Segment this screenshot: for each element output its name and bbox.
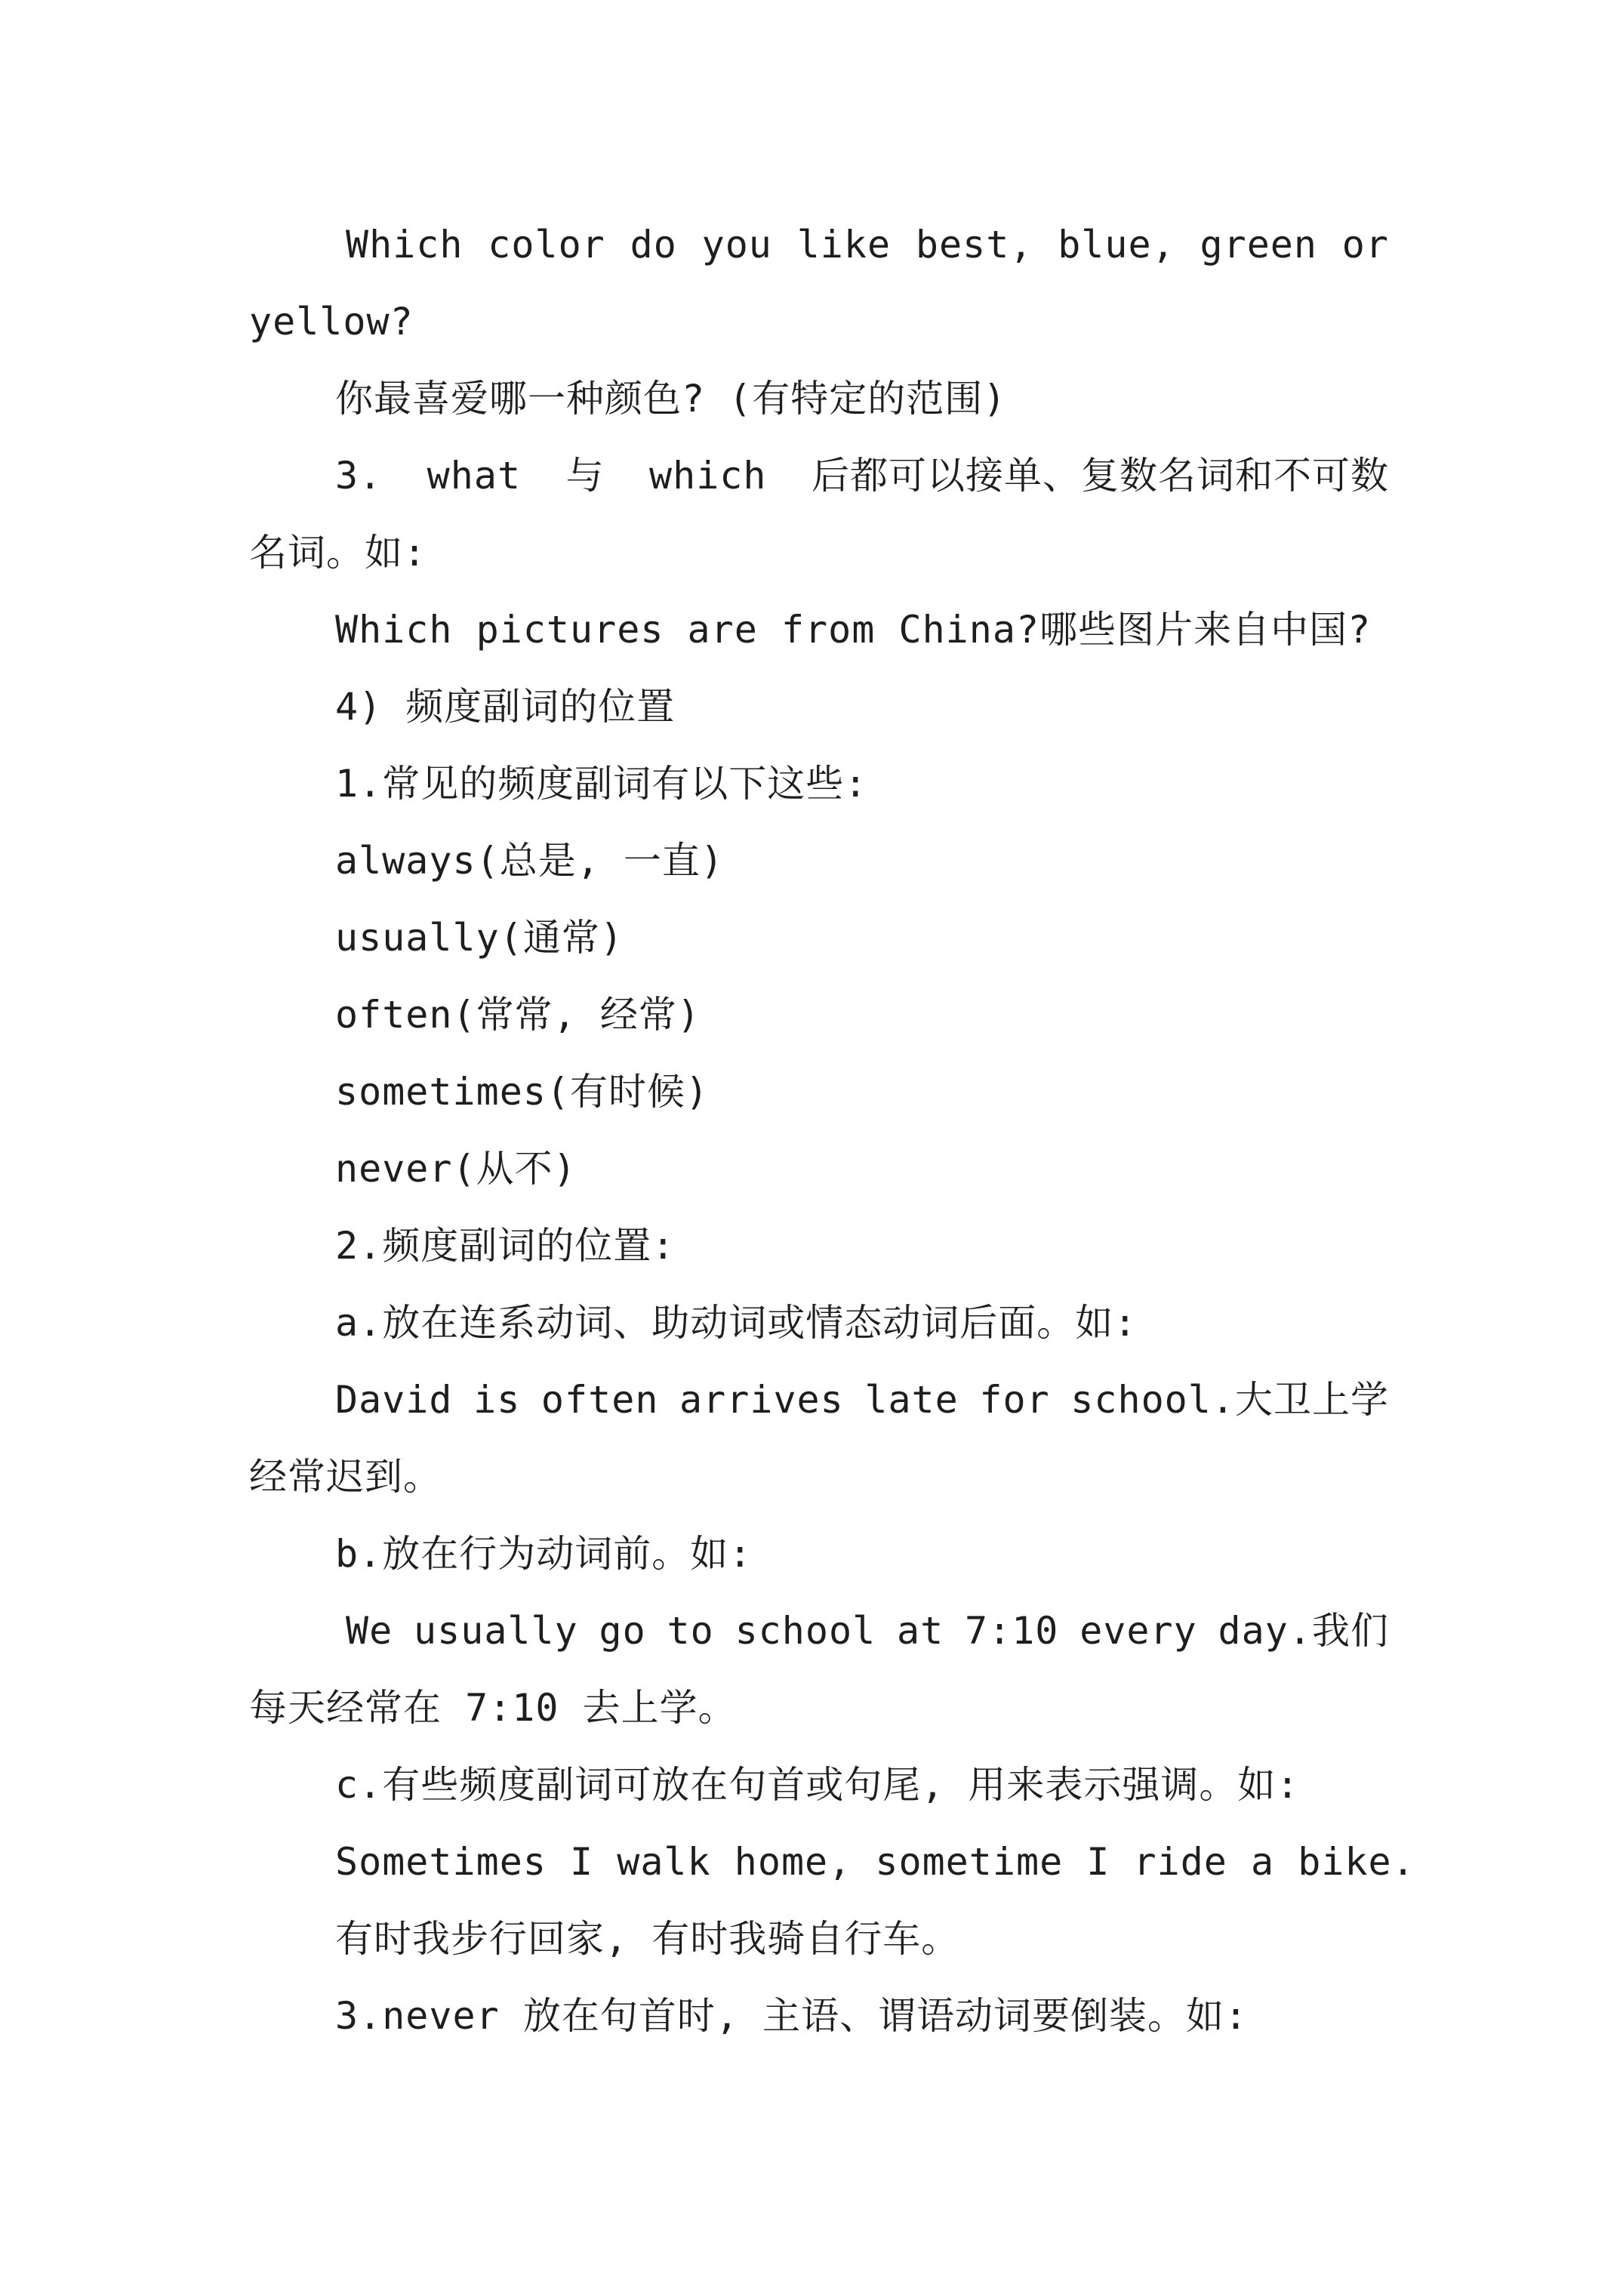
word: blue,: [1058, 223, 1175, 267]
list-item: never(从不): [335, 1147, 577, 1191]
word: often: [540, 1378, 659, 1422]
list-item: often(常常, 经常): [335, 993, 701, 1037]
text-line-18: b.放在行为动词前。如:: [335, 1532, 753, 1576]
word: day.我们: [1218, 1609, 1389, 1653]
word: best,: [915, 223, 1033, 267]
word: arrives: [679, 1378, 844, 1422]
word: color: [488, 223, 605, 267]
word: 后都可以接单、复数名词和不可数: [811, 454, 1389, 498]
word: which: [649, 454, 767, 498]
text-line-8: 1.常见的频度副词有以下这些:: [335, 762, 868, 806]
text-line-3: 你最喜爱哪一种颜色? (有特定的范围): [335, 377, 1007, 421]
word: Which: [346, 223, 463, 267]
word: David: [335, 1378, 453, 1422]
text-line-21: c.有些频度副词可放在句首或句尾, 用来表示强调。如:: [335, 1763, 1300, 1807]
text-line-2: yellow?: [249, 300, 414, 344]
list-item: always(总是, 一直): [335, 839, 725, 883]
word: 与: [565, 454, 605, 498]
word: is: [473, 1378, 521, 1422]
word: We: [346, 1609, 393, 1653]
text-line-1: [346, 206, 1389, 283]
word: green: [1200, 223, 1317, 267]
text-line-17: 经常迟到。: [249, 1455, 442, 1499]
word: 3.: [335, 454, 383, 498]
word: to: [667, 1609, 714, 1653]
text-line-22: Sometimes I walk home, sometime I ride a bike.: [335, 1840, 1415, 1884]
list-item: sometimes(有时候): [335, 1070, 710, 1114]
text-line-6: Which pictures are from China?哪些图片来自中国?: [335, 608, 1372, 652]
word: what: [427, 454, 522, 498]
text-line-5: 名词。如:: [249, 531, 427, 575]
word: every: [1079, 1609, 1197, 1653]
text-line-23: 有时我步行回家, 有时我骑自行车。: [335, 1917, 960, 1961]
list-item: usually(通常): [335, 916, 624, 960]
text-line-24: 3.never 放在句首时, 主语、谓语动词要倒装。如:: [335, 1994, 1249, 2038]
word: go: [599, 1609, 646, 1653]
text-line-19: [346, 1592, 1389, 1669]
word: school.大卫上学: [1070, 1378, 1389, 1422]
word: for: [979, 1378, 1050, 1422]
word: late: [864, 1378, 959, 1422]
word: usually: [414, 1609, 578, 1653]
word: school: [735, 1609, 876, 1653]
text-line-15: a.放在连系动词、助动词或情态动词后面。如:: [335, 1301, 1138, 1345]
word: at: [896, 1609, 944, 1653]
text-line-16: [335, 1361, 1389, 1438]
text-line-14: 2.频度副词的位置:: [335, 1224, 676, 1268]
word: you: [701, 223, 772, 267]
text-line-20: 每天经常在 7:10 去上学。: [249, 1686, 737, 1730]
section-heading: 4) 频度副词的位置: [335, 685, 676, 729]
word: 7:10: [965, 1609, 1059, 1653]
word: do: [630, 223, 677, 267]
text-line-4: [335, 437, 1389, 514]
word: like: [796, 223, 892, 267]
word: or: [1341, 223, 1389, 267]
